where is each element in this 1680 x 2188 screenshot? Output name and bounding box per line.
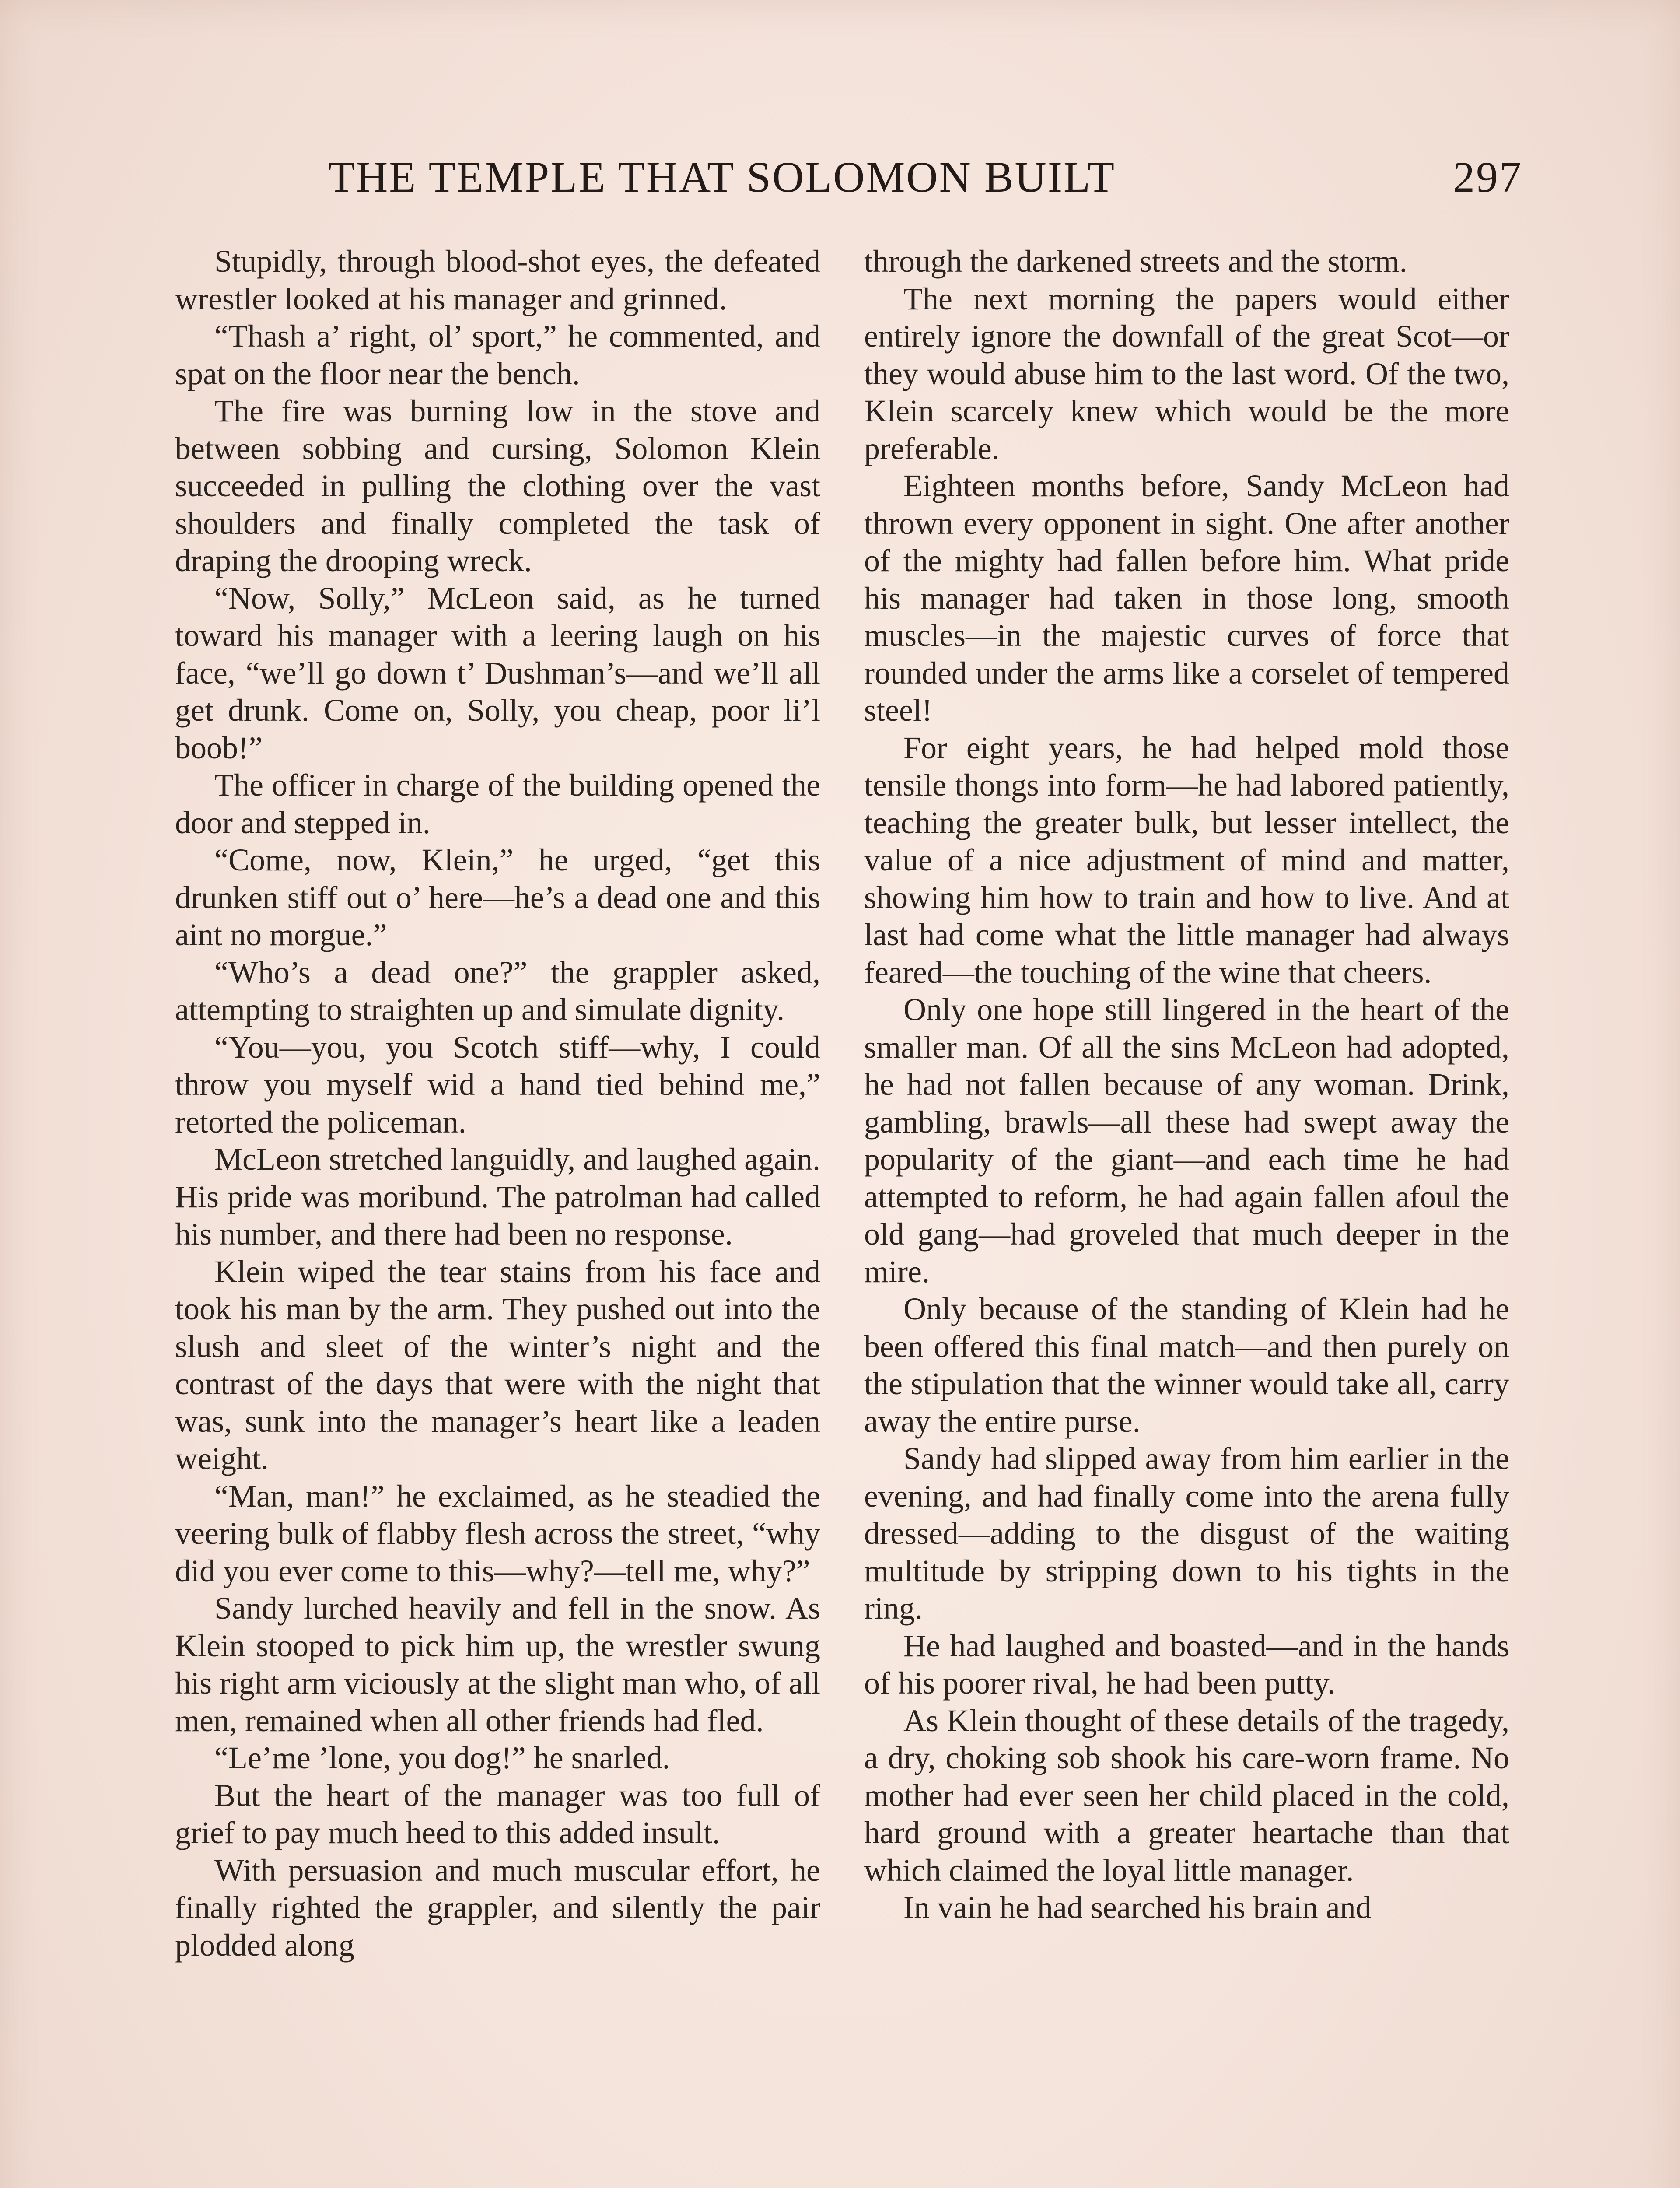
running-title: THE TEMPLE THAT SOLOMON BUILT [328, 153, 1116, 201]
paragraph: “Who’s a dead one?” the grappler asked, attempting to straighten up and simulate dignity. [175, 954, 820, 1027]
paragraph: “Man, man!” he exclaimed, as he steadied the veering bulk of flabby flesh across the street, “why did you ever come to this—why?—tell me, why?” [175, 1478, 820, 1588]
paragraph: “Come, now, Klein,” he urged, “get this drunken stiff out o’ here—he’s a dead one and this aint no morgue.” [175, 842, 820, 952]
paragraph: “Thash a’ right, ol’ sport,” he commented, and spat on the floor near the bench. [175, 319, 820, 391]
paragraph: “You—you, you Scotch stiff—why, I could throw you myself wid a hand tied behind me,” retorted the policeman. [175, 1029, 820, 1140]
paragraph: But the heart of the manager was too full of grief to pay much heed to this added insult. [175, 1778, 820, 1850]
paragraph: Only one hope still lingered in the heart of the smaller man. Of all the sins McLeon had adopted, he had not fallen because of any woman. Drink, gambling, brawls—all these had swept away the popularity of the giant—and each time he had attempted to reform, he had again fallen afoul the old gang—had groveled that much deeper in the mire. [864, 992, 1509, 1289]
paragraph: Stupidly, through blood-shot eyes, the defeated wrestler looked at his manager and grinned. [175, 244, 820, 316]
paragraph: Sandy lurched heavily and fell in the snow. As Klein stooped to pick him up, the wrestler swung his right arm viciously at the slight man who, of all men, remained when all other friends had fled. [175, 1591, 820, 1738]
paragraph: As Klein thought of these details of the tragedy, a dry, choking sob shook his care-worn frame. No mother had ever seen her child placed in the cold, hard ground with a greater heartache than that which claimed the loyal little manager. [864, 1703, 1509, 1888]
paragraph: Klein wiped the tear stains from his face and took his man by the arm. They pushed out into the slush and sleet of the winter’s night and the contrast of the days that were with the night that was, sunk into the manager’s heart like a leaden weight. [175, 1254, 820, 1476]
left-text-column [175, 243, 820, 1964]
paragraph: “Le’me ’lone, you dog!” he snarled. [214, 1740, 670, 1775]
right-text-column [864, 243, 1509, 1927]
paragraph: Only because of the standing of Klein had he been offered this final match—and then purely on the stipulation that the winner would take all, carry away the entire purse. [864, 1291, 1509, 1439]
paragraph: The officer in charge of the building opened the door and stepped in. [175, 768, 820, 840]
paragraph: For eight years, he had helped mold those tensile thongs into form—he had labored patiently, teaching the greater bulk, but lesser intellect, the value of a nice adjustment of mind and matter, showing him how to train and how to live. And at last had come what the little manager had always feared—the touching of the wine that cheers. [864, 730, 1509, 990]
running-header [328, 147, 1522, 208]
paragraph: He had laughed and boasted—and in the hands of his poorer rival, he had been putty. [864, 1628, 1509, 1701]
paragraph: “Now, Solly,” McLeon said, as he turned toward his manager with a leering laugh on his face, “we’ll go down t’ Dushman’s—and we’ll all get drunk. Come on, Solly, you cheap, poor li’l boob!” [175, 580, 820, 765]
paragraph: Eighteen months before, Sandy McLeon had thrown every opponent in sight. One after another of the mighty had fallen before him. What pride his manager had taken in those long, smooth muscles—in the majestic curves of force that rounded under the arms like a corselet of tempered steel! [864, 468, 1509, 728]
continued-paragraph: through the darkened streets and the storm. [864, 244, 1407, 279]
paragraph: In vain he had searched his brain and [903, 1890, 1372, 1925]
paragraph: Sandy had slipped away from him earlier in the evening, and had finally come into the arena fully dressed—adding to the disgust of the waiting multitude by stripping down to his tights in the ring. [864, 1441, 1509, 1626]
paragraph: McLeon stretched languidly, and laughed again. His pride was moribund. The patrolman had called his number, and there had been no response. [175, 1142, 820, 1252]
paragraph: With persuasion and much muscular effort, he finally righted the grappler, and silently the pair plodded along [175, 1852, 820, 1963]
page-number: 297 [1453, 153, 1522, 201]
paragraph: The fire was burning low in the stove and between sobbing and cursing, Solomon Klein succeeded in pulling the clothing over the vast shoulders and finally completed the task of draping the drooping wreck. [175, 393, 820, 578]
paragraph: The next morning the papers would either entirely ignore the downfall of the great Scot—or they would abuse him to the last word. Of the two, Klein scarcely knew which would be the more preferable. [864, 281, 1509, 466]
